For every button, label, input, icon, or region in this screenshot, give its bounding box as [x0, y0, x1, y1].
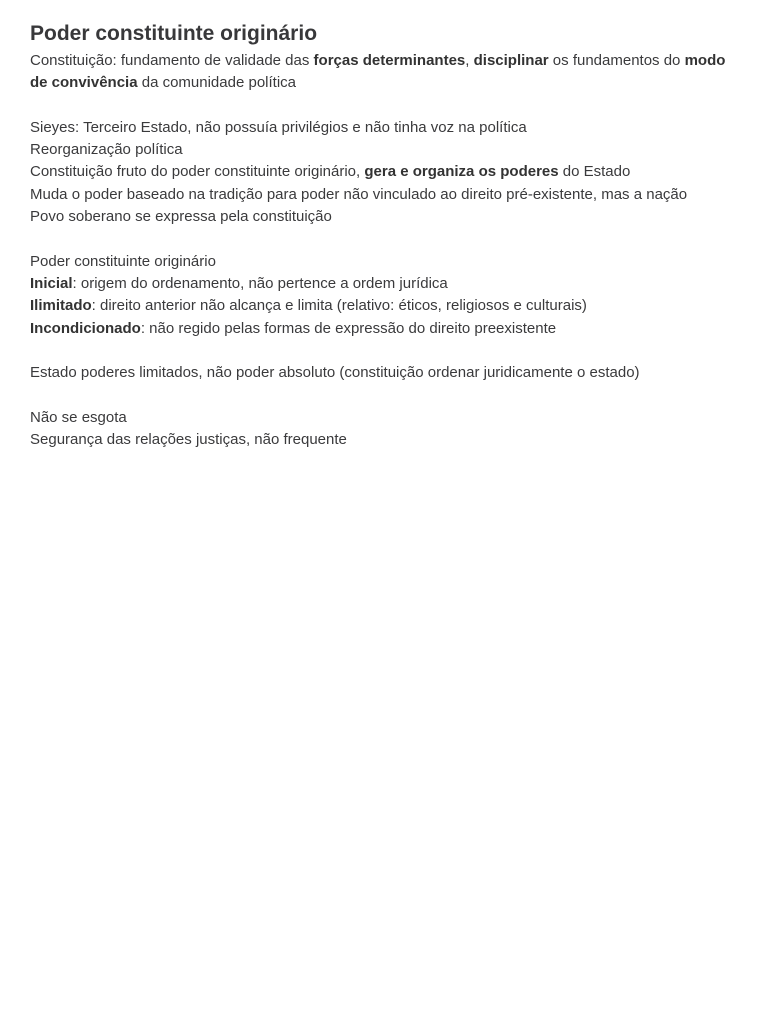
line-incondicionado — [30, 318, 746, 340]
line-reorganizacao: Reorganização política — [30, 141, 183, 159]
line-muda-o-poder: Muda o poder baseado na tradição para poder não vinculado ao direito pré-existente, mas a nação — [30, 185, 688, 203]
text-run: da comunidade política — [137, 74, 296, 92]
line-nao-se-esgota: Não se esgota — [30, 408, 127, 426]
text-run: : origem do ordenamento, não pertence a ordem jurídica — [72, 274, 448, 292]
line-sieyes: Sieyes: Terceiro Estado, não possuía privilégios e não tinha voz na política — [30, 118, 527, 136]
paragraph-constituicao — [30, 50, 746, 95]
text-run: : não regido pelas formas de expressão do direito preexistente — [140, 319, 557, 337]
line-constituicao-fruto — [30, 161, 746, 183]
bold-text: modo de convivência — [30, 52, 726, 92]
note-body[interactable] — [30, 20, 746, 451]
line-estado-poderes: Estado poderes limitados, não poder absoluto (constituição ordenar juridicamente o estado) — [30, 364, 640, 382]
blank-line — [30, 228, 746, 250]
line-ilimitado — [30, 295, 746, 317]
line-poder-constituinte: Poder constituinte originário — [30, 252, 216, 270]
text-run: , — [465, 52, 474, 69]
text-run: Constituição fruto do poder constituinte originário, — [30, 163, 365, 181]
text-run: : direito anterior não alcança e limita (relativo: éticos, religiosos e culturais) — [91, 297, 587, 315]
bold-text: forças determinantes — [313, 52, 466, 69]
note-title: Poder constituinte originário — [30, 22, 318, 45]
bold-text: Inicial — [30, 274, 73, 292]
text-run: Constituição: fundamento de validade das — [30, 52, 314, 69]
text-run: os fundamentos do — [548, 52, 685, 69]
bold-text: Incondicionado — [30, 319, 141, 337]
bold-text: Ilimitado — [30, 297, 92, 315]
blank-line — [30, 384, 746, 406]
line-seguranca: Segurança das relações justiças, não frequente — [30, 431, 347, 449]
line-inicial — [30, 273, 746, 295]
line-povo-soberano: Povo soberano se expressa pela constituição — [30, 208, 332, 226]
bold-text: disciplinar — [473, 52, 549, 69]
bold-text: gera e organiza os poderes — [364, 163, 559, 181]
text-run: do Estado — [558, 163, 631, 181]
blank-line — [30, 95, 746, 117]
blank-line — [30, 340, 746, 362]
